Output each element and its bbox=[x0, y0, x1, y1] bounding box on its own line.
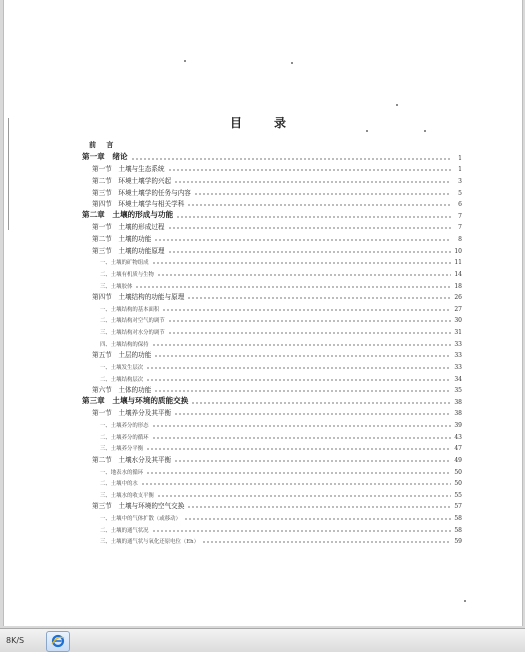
toc-entry-label: 第一节 土壤养分及其平衡 bbox=[92, 409, 172, 418]
toc-entry-sub bbox=[80, 324, 462, 336]
toc-entry-label: 二、土壤结构层次 bbox=[100, 376, 144, 383]
toc-entry-page: 49 bbox=[454, 456, 462, 464]
toc-entry-page: 7 bbox=[458, 224, 462, 232]
toc-entry-page: 8 bbox=[458, 236, 462, 243]
toc-entry-label: 第三节 环境土壤学的任务与内容 bbox=[92, 188, 191, 197]
scan-speck bbox=[291, 62, 293, 64]
dot-leader bbox=[176, 216, 451, 218]
toc-list bbox=[80, 150, 462, 545]
dot-leader bbox=[202, 541, 451, 543]
toc-entry-section bbox=[80, 197, 462, 209]
toc-entry-page: 1 bbox=[458, 154, 462, 162]
dot-leader bbox=[174, 181, 451, 183]
scan-speck bbox=[464, 600, 466, 602]
toc-entry-sub bbox=[80, 534, 462, 546]
toc-entry-page: 57 bbox=[454, 503, 462, 511]
toc-entry-page: 35 bbox=[454, 387, 462, 395]
toc-entry-page: 43 bbox=[454, 433, 462, 441]
toc-entry-label: 二、土壤中的水 bbox=[100, 481, 138, 488]
dot-leader bbox=[184, 518, 451, 520]
toc-entry-label: 一、土壤养分的形态 bbox=[100, 423, 149, 429]
scanned-page bbox=[3, 0, 523, 626]
toc-entry-chapter bbox=[80, 208, 462, 220]
toc-entry-section bbox=[80, 231, 462, 243]
dot-leader bbox=[154, 239, 451, 241]
toc-entry-label: 二、土壤养分的循环 bbox=[100, 434, 149, 441]
toc-entry-label: 第五节 土层的功能 bbox=[92, 351, 152, 360]
toc-entry-page: 47 bbox=[454, 445, 462, 453]
toc-entry-sub bbox=[80, 336, 462, 348]
toc-entry-label: 第二节 土壤的功能 bbox=[92, 235, 152, 243]
dot-leader bbox=[141, 483, 451, 485]
toc-entry-page: 39 bbox=[454, 422, 462, 429]
taskbar bbox=[0, 628, 525, 652]
toc-entry-label: 一、土壤结构的基本面积 bbox=[100, 306, 160, 313]
toc-entry-sub bbox=[80, 313, 462, 325]
toc-entry-page: 33 bbox=[454, 340, 462, 348]
table-of-contents bbox=[80, 139, 462, 545]
toc-entry-page: 30 bbox=[454, 317, 462, 325]
toc-entry-label: 第四节 土壤结构的功能与原理 bbox=[92, 293, 185, 302]
toc-entry-page: 33 bbox=[454, 363, 462, 371]
dot-leader bbox=[146, 379, 451, 381]
dot-leader bbox=[154, 355, 451, 357]
toc-entry-label: 三、土壤养分平衡 bbox=[100, 446, 144, 453]
toc-entry-page: 38 bbox=[454, 410, 462, 418]
toc-entry-label: 第四节 环境土壤学与相关学科 bbox=[92, 200, 185, 209]
dot-leader bbox=[157, 495, 451, 497]
dot-leader bbox=[168, 320, 451, 322]
dot-leader bbox=[187, 204, 451, 206]
toc-entry-page: 50 bbox=[454, 468, 462, 476]
toc-entry-sub bbox=[80, 417, 462, 429]
toc-entry-page: 7 bbox=[458, 212, 462, 220]
toc-entry-label: 第三节 土壤的功能原理 bbox=[92, 246, 165, 255]
dot-leader bbox=[168, 227, 451, 229]
dot-leader bbox=[152, 437, 451, 439]
dot-leader bbox=[157, 274, 451, 276]
toc-entry-page: 59 bbox=[454, 538, 462, 546]
toc-entry-page: 5 bbox=[458, 189, 462, 197]
toc-entry-page: 10 bbox=[454, 247, 462, 255]
toc-entry-page: 38 bbox=[454, 398, 462, 406]
toc-entry-label: 四、土壤结构的保持 bbox=[100, 341, 149, 348]
preface-heading: 前 言 bbox=[89, 140, 118, 149]
dot-leader bbox=[152, 262, 451, 264]
toc-entry-section bbox=[80, 185, 462, 197]
toc-entry-sub bbox=[80, 522, 462, 534]
scan-speck bbox=[184, 60, 186, 62]
dot-leader bbox=[146, 472, 451, 474]
toc-entry-page: 27 bbox=[454, 305, 462, 313]
ie-icon bbox=[51, 634, 65, 648]
toc-entry-sub bbox=[80, 441, 462, 453]
toc-entry-section bbox=[80, 220, 462, 232]
dot-leader bbox=[191, 402, 451, 404]
dot-leader bbox=[194, 193, 451, 195]
toc-entry-sub bbox=[80, 255, 462, 267]
dot-leader bbox=[174, 460, 451, 462]
toc-entry-section bbox=[80, 452, 462, 464]
dot-leader bbox=[135, 286, 451, 288]
toc-entry-label: 第二章 土壤的形成与功能 bbox=[82, 209, 174, 219]
toc-entry-page: 34 bbox=[454, 375, 462, 383]
toc-entry-page: 58 bbox=[454, 515, 462, 522]
toc-entry-section bbox=[80, 383, 462, 395]
toc-entry-page: 14 bbox=[454, 270, 462, 278]
toc-entry-section bbox=[80, 243, 462, 255]
toc-entry-sub bbox=[80, 371, 462, 383]
toc-entry-label: 二、土壤有机质与生物 bbox=[100, 271, 154, 278]
toc-entry-label: 第一节 土壤的形成过程 bbox=[92, 223, 165, 232]
toc-entry-page: 31 bbox=[454, 329, 462, 336]
page-title: 目 录 bbox=[229, 116, 296, 130]
dot-leader bbox=[146, 448, 451, 450]
toc-entry-page: 58 bbox=[454, 526, 462, 534]
toc-entry-sub bbox=[80, 359, 462, 371]
dot-leader bbox=[154, 390, 451, 392]
dot-leader bbox=[152, 344, 451, 346]
dot-leader bbox=[168, 169, 451, 171]
toc-entry-page: 6 bbox=[458, 201, 462, 209]
toc-entry-label: 一、地表水的循环 bbox=[100, 469, 144, 476]
toc-entry-label: 第一节 土壤与生态系统 bbox=[92, 165, 165, 174]
toc-entry-label: 三、土壤的通气状与氧化还原电位（Eh） bbox=[100, 539, 200, 546]
download-speed: 8K/S bbox=[6, 636, 25, 645]
scan-mark bbox=[8, 118, 9, 230]
toc-entry-label: 第三节 土壤与环境的空气交换 bbox=[92, 502, 185, 511]
toc-entry-label: 三、土壤结构对水分的调节 bbox=[100, 330, 165, 336]
toc-entry-page: 55 bbox=[454, 491, 462, 499]
toc-entry-sub bbox=[80, 487, 462, 499]
dot-leader bbox=[131, 158, 451, 160]
dot-leader bbox=[168, 332, 451, 334]
toc-entry-label: 一、土壤的矿物组成 bbox=[100, 260, 149, 267]
toc-entry-label: 三、土壤胶体 bbox=[100, 283, 133, 290]
dot-leader bbox=[168, 251, 451, 253]
toc-entry-section bbox=[80, 290, 462, 302]
toc-entry-sub bbox=[80, 266, 462, 278]
dot-leader bbox=[187, 506, 451, 508]
toc-entry-page: 1 bbox=[458, 166, 462, 174]
toc-entry-label: 第一章 绪论 bbox=[82, 151, 128, 161]
toc-entry-sub bbox=[80, 278, 462, 290]
toc-entry-label: 二、土壤的通气状况 bbox=[100, 527, 149, 534]
scan-speck bbox=[396, 104, 398, 106]
toc-entry-label: 第二节 土壤水分及其平衡 bbox=[92, 455, 172, 464]
toc-entry-sub bbox=[80, 429, 462, 441]
toc-entry-page: 26 bbox=[454, 294, 462, 302]
toc-entry-chapter bbox=[80, 150, 462, 162]
dot-leader bbox=[152, 530, 451, 532]
dot-leader bbox=[162, 309, 451, 311]
toc-entry-label: 一、土壤发生层次 bbox=[100, 364, 144, 371]
toc-entry-section bbox=[80, 173, 462, 185]
toc-entry-chapter bbox=[80, 394, 462, 406]
toc-entry-sub bbox=[80, 301, 462, 313]
toc-entry-section bbox=[80, 406, 462, 418]
toc-entry-label: 二、土壤结构对空气的调节 bbox=[100, 318, 165, 325]
browser-button[interactable] bbox=[46, 631, 70, 652]
toc-entry-page: 3 bbox=[458, 177, 462, 185]
dot-leader bbox=[146, 367, 451, 369]
toc-entry-label: 三、土壤水的收支平衡 bbox=[100, 492, 154, 499]
toc-entry-label: 第二节 环境土壤学的兴起 bbox=[92, 176, 172, 185]
toc-entry-sub bbox=[80, 464, 462, 476]
toc-entry-page: 33 bbox=[454, 352, 462, 360]
dot-leader bbox=[152, 425, 451, 427]
toc-entry-page: 50 bbox=[454, 480, 462, 488]
toc-entry-section bbox=[80, 162, 462, 174]
dot-leader bbox=[174, 413, 451, 415]
toc-entry-sub bbox=[80, 476, 462, 488]
toc-entry-sub bbox=[80, 510, 462, 522]
toc-entry-label: 第三章 土壤与环境的质能交换 bbox=[82, 395, 189, 405]
toc-entry-section bbox=[80, 348, 462, 360]
toc-entry-page: 11 bbox=[454, 259, 462, 267]
toc-entry-label: 一、土壤中的气体扩散（或移动） bbox=[100, 516, 181, 522]
dot-leader bbox=[187, 297, 451, 299]
toc-entry-label: 第六节 土体的功能 bbox=[92, 386, 152, 395]
toc-entry-page: 18 bbox=[454, 282, 462, 290]
toc-entry-section bbox=[80, 499, 462, 511]
